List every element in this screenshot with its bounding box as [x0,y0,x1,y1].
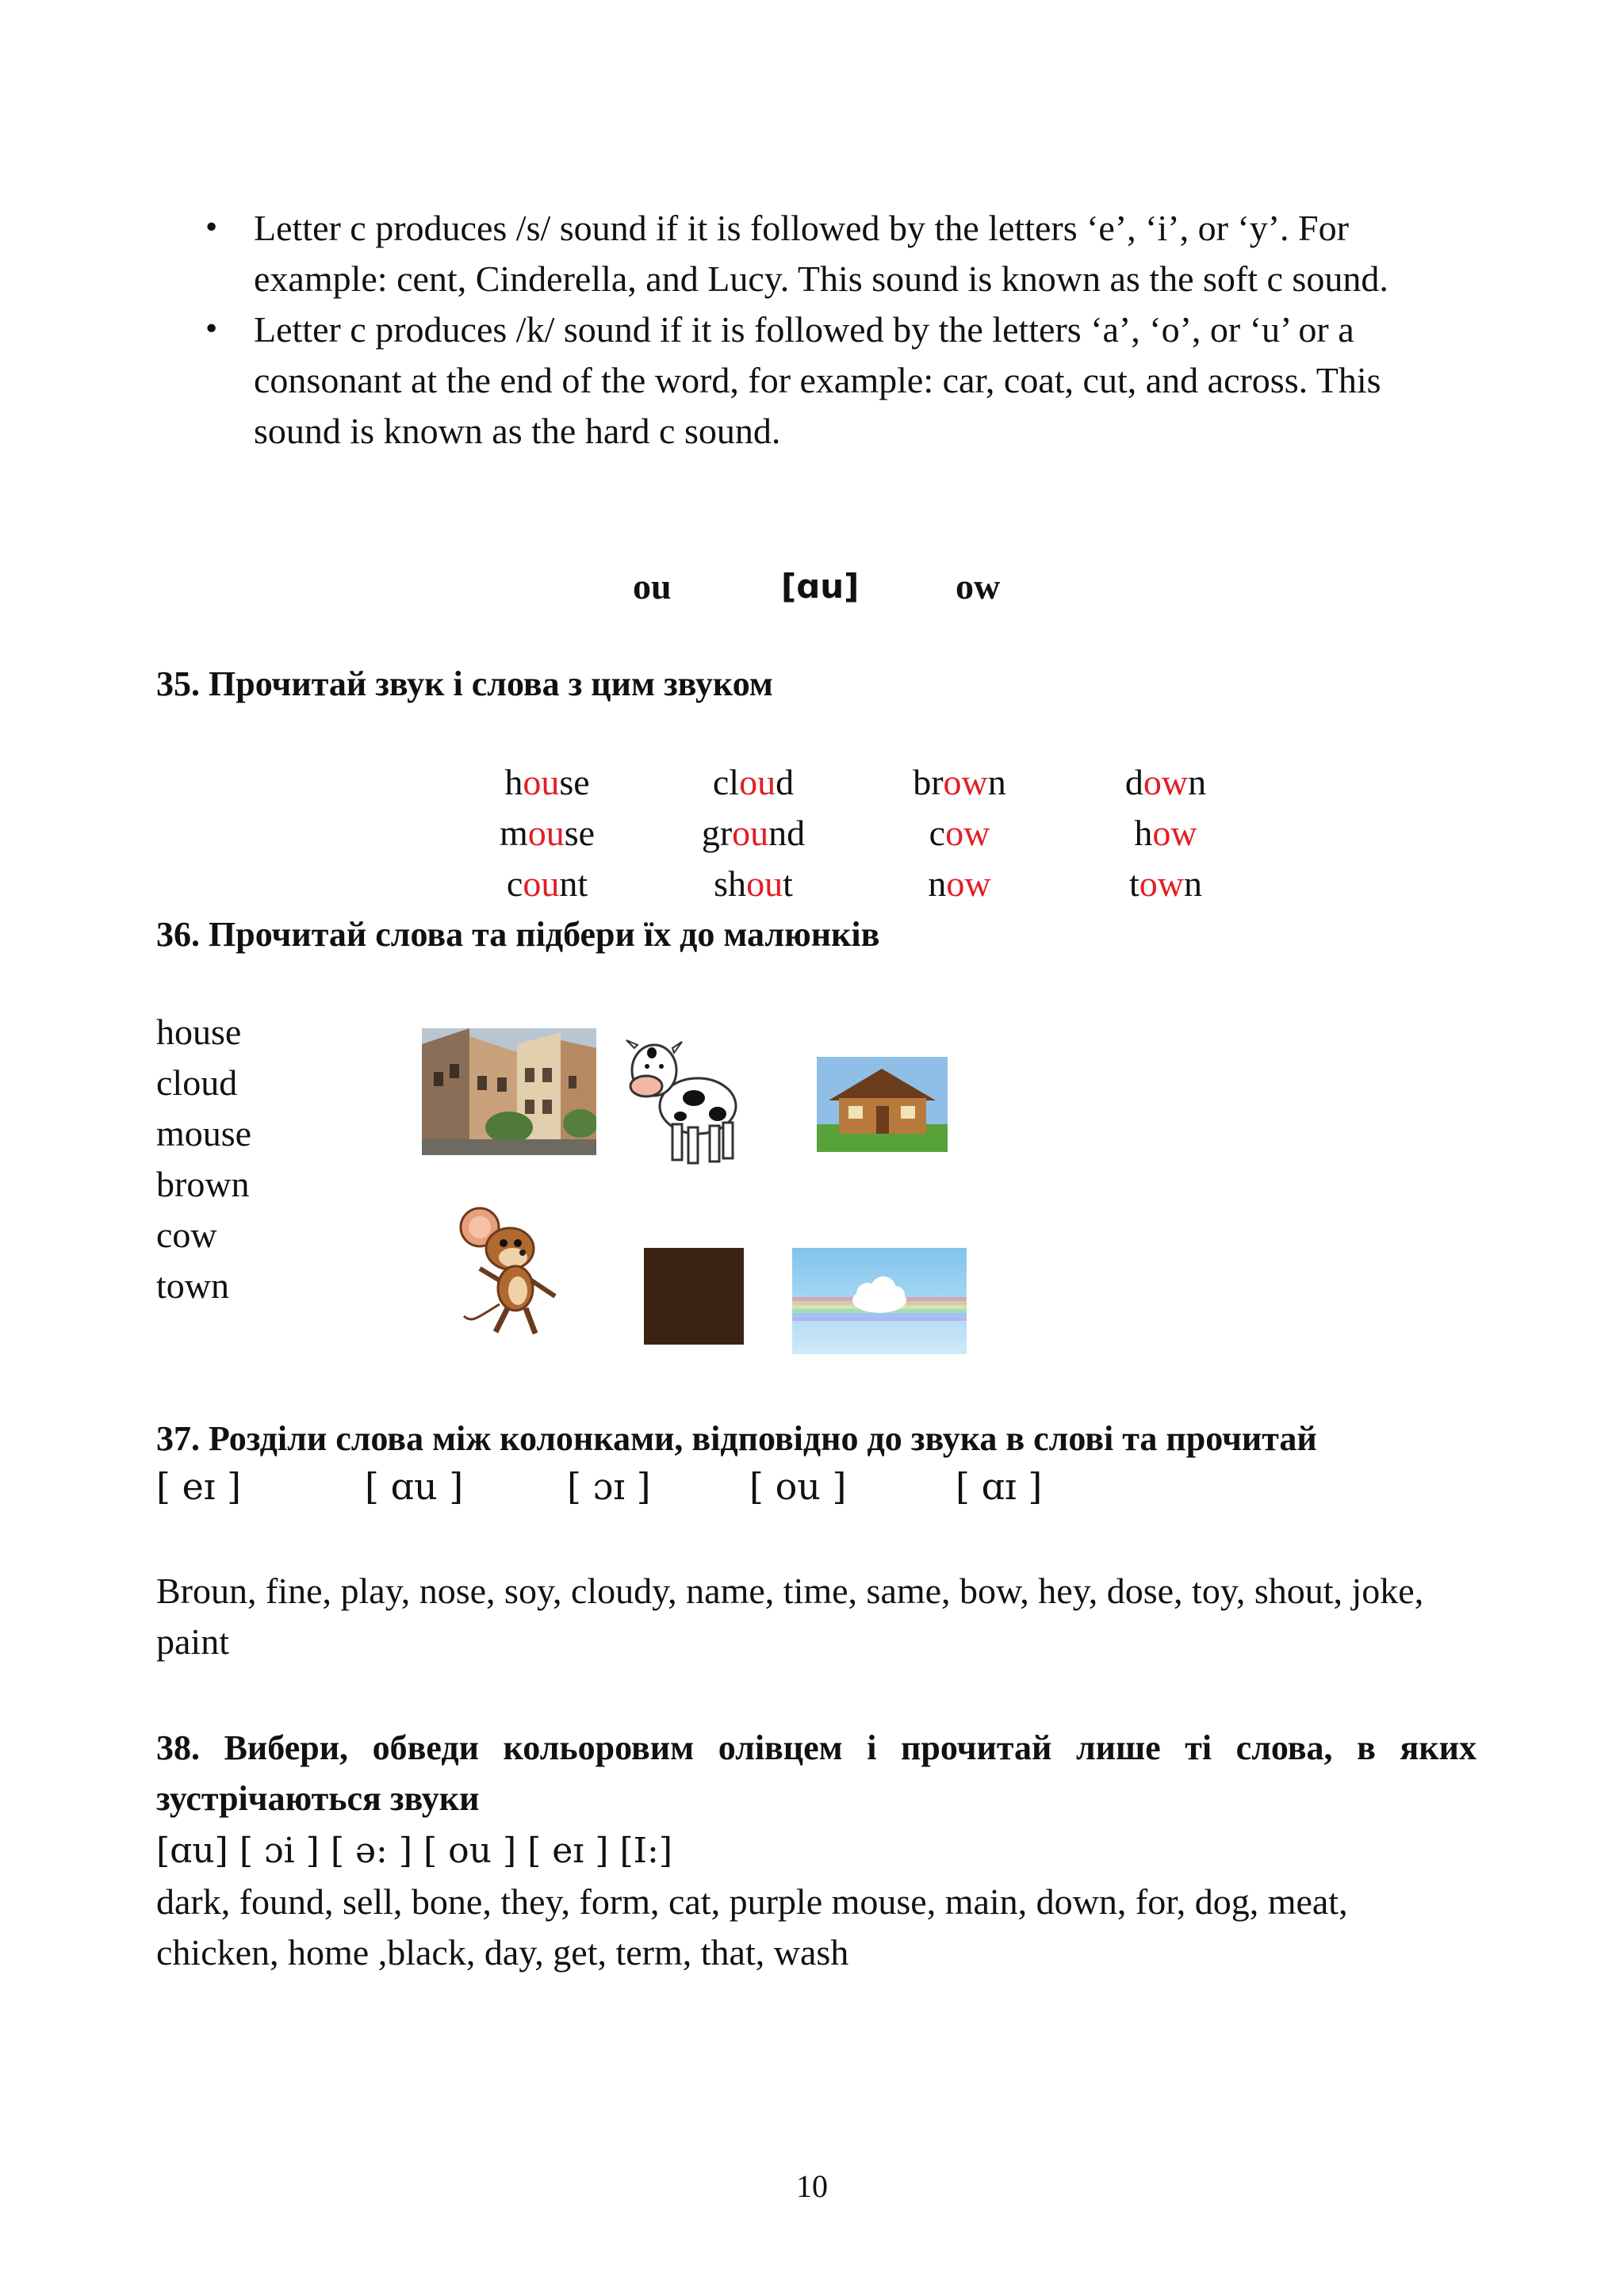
word-cloud: cloud [712,762,795,802]
word-row [444,757,1269,808]
rule-item [198,304,1467,457]
town-street-picture [422,1028,596,1155]
list-item: house [156,1012,242,1052]
exercise-35-title: 35. Прочитай звук і слова з цим звуком [156,664,773,703]
exercise-35-word-grid [444,757,1269,909]
exercise-38-words: dark, found, sell, bone, they, form, cat, purple mouse, main, down, for, dog, meat, chicken, home ,black, day, get, term, that, wash [156,1881,1348,1973]
word-now: now [928,863,991,904]
word-row [444,859,1269,909]
rule-text: Letter c produces /k/ sound if it is followed by the letters ‘a’, ‘o’, or ‘u’ or a consonant at the end of the word, for example: car, coat, cut, and across. This sound is known as the hard c sound. [254,309,1381,451]
list-item: town [156,1265,229,1306]
house-picture [817,1057,948,1152]
exercise-36-title: 36. Прочитай слова та підбери їх до малюнків [156,915,880,954]
exercise-38-title: 38. Вибери, обведи кольоровим олівцем і прочитай лише ті слова, в яких зустрічаються звуки [156,1728,1477,1818]
brown-square-picture [644,1248,744,1345]
word-row [444,808,1269,859]
rule-text: Letter c produces /s/ sound if it is followed by the letters ‘e’, ‘i’, or ‘y’. For example: cent, Cinderella, and Lucy. This sound is known as the soft c sound. [254,208,1388,299]
word-mouse: mouse [499,813,596,853]
list-item: cow [156,1215,217,1255]
exercise-37-words: Broun, fine, play, nose, soy, cloudy, name, time, same, bow, hey, dose, toy, shout, joke, paint [156,1571,1424,1662]
word-ground: ground [701,813,806,853]
mouse-picture [456,1205,567,1340]
exercise-38-sounds: [ɑu] [ ɔi ] [ ə: ] [ ou ] [ eɪ ] [I:] [156,1831,673,1871]
rules-list [198,203,1467,457]
sound-column-ei: [ eɪ ] [156,1465,242,1508]
word-count: count [506,863,588,904]
sound-spelling-ow: ow [956,566,1001,607]
word-cow: cow [929,813,990,853]
word-shout: shout [714,863,793,904]
exercise-37-title: 37. Розділи слова між колонками, відповідно до звука в слові та прочитай [156,1419,1317,1458]
sound-column-oi: [ ɔɪ ] [567,1465,651,1508]
word-down: down [1124,762,1207,802]
sound-column-ai: [ ɑɪ ] [956,1465,1043,1508]
sound-spelling-ou: ou [633,566,672,607]
list-item: brown [156,1164,250,1204]
cow-picture [619,1031,745,1173]
sound-column-au: [ ɑu ] [365,1465,464,1508]
sound-column-ou: [ ou ] [749,1465,847,1508]
bullet-icon: • [203,212,220,244]
sound-symbol: [ɑu] [781,567,860,606]
exercise-36-word-list [156,1007,251,1311]
list-item: mouse [156,1113,252,1154]
word-brown: brown [913,762,1006,802]
list-item: cloud [156,1062,238,1103]
word-town: town [1128,863,1202,904]
cloud-rainbow-picture [792,1248,967,1354]
word-house: house [504,762,590,802]
word-how: how [1134,813,1197,853]
page-number: 10 [796,2168,828,2204]
rule-item [198,203,1467,304]
bullet-icon: • [203,313,220,346]
